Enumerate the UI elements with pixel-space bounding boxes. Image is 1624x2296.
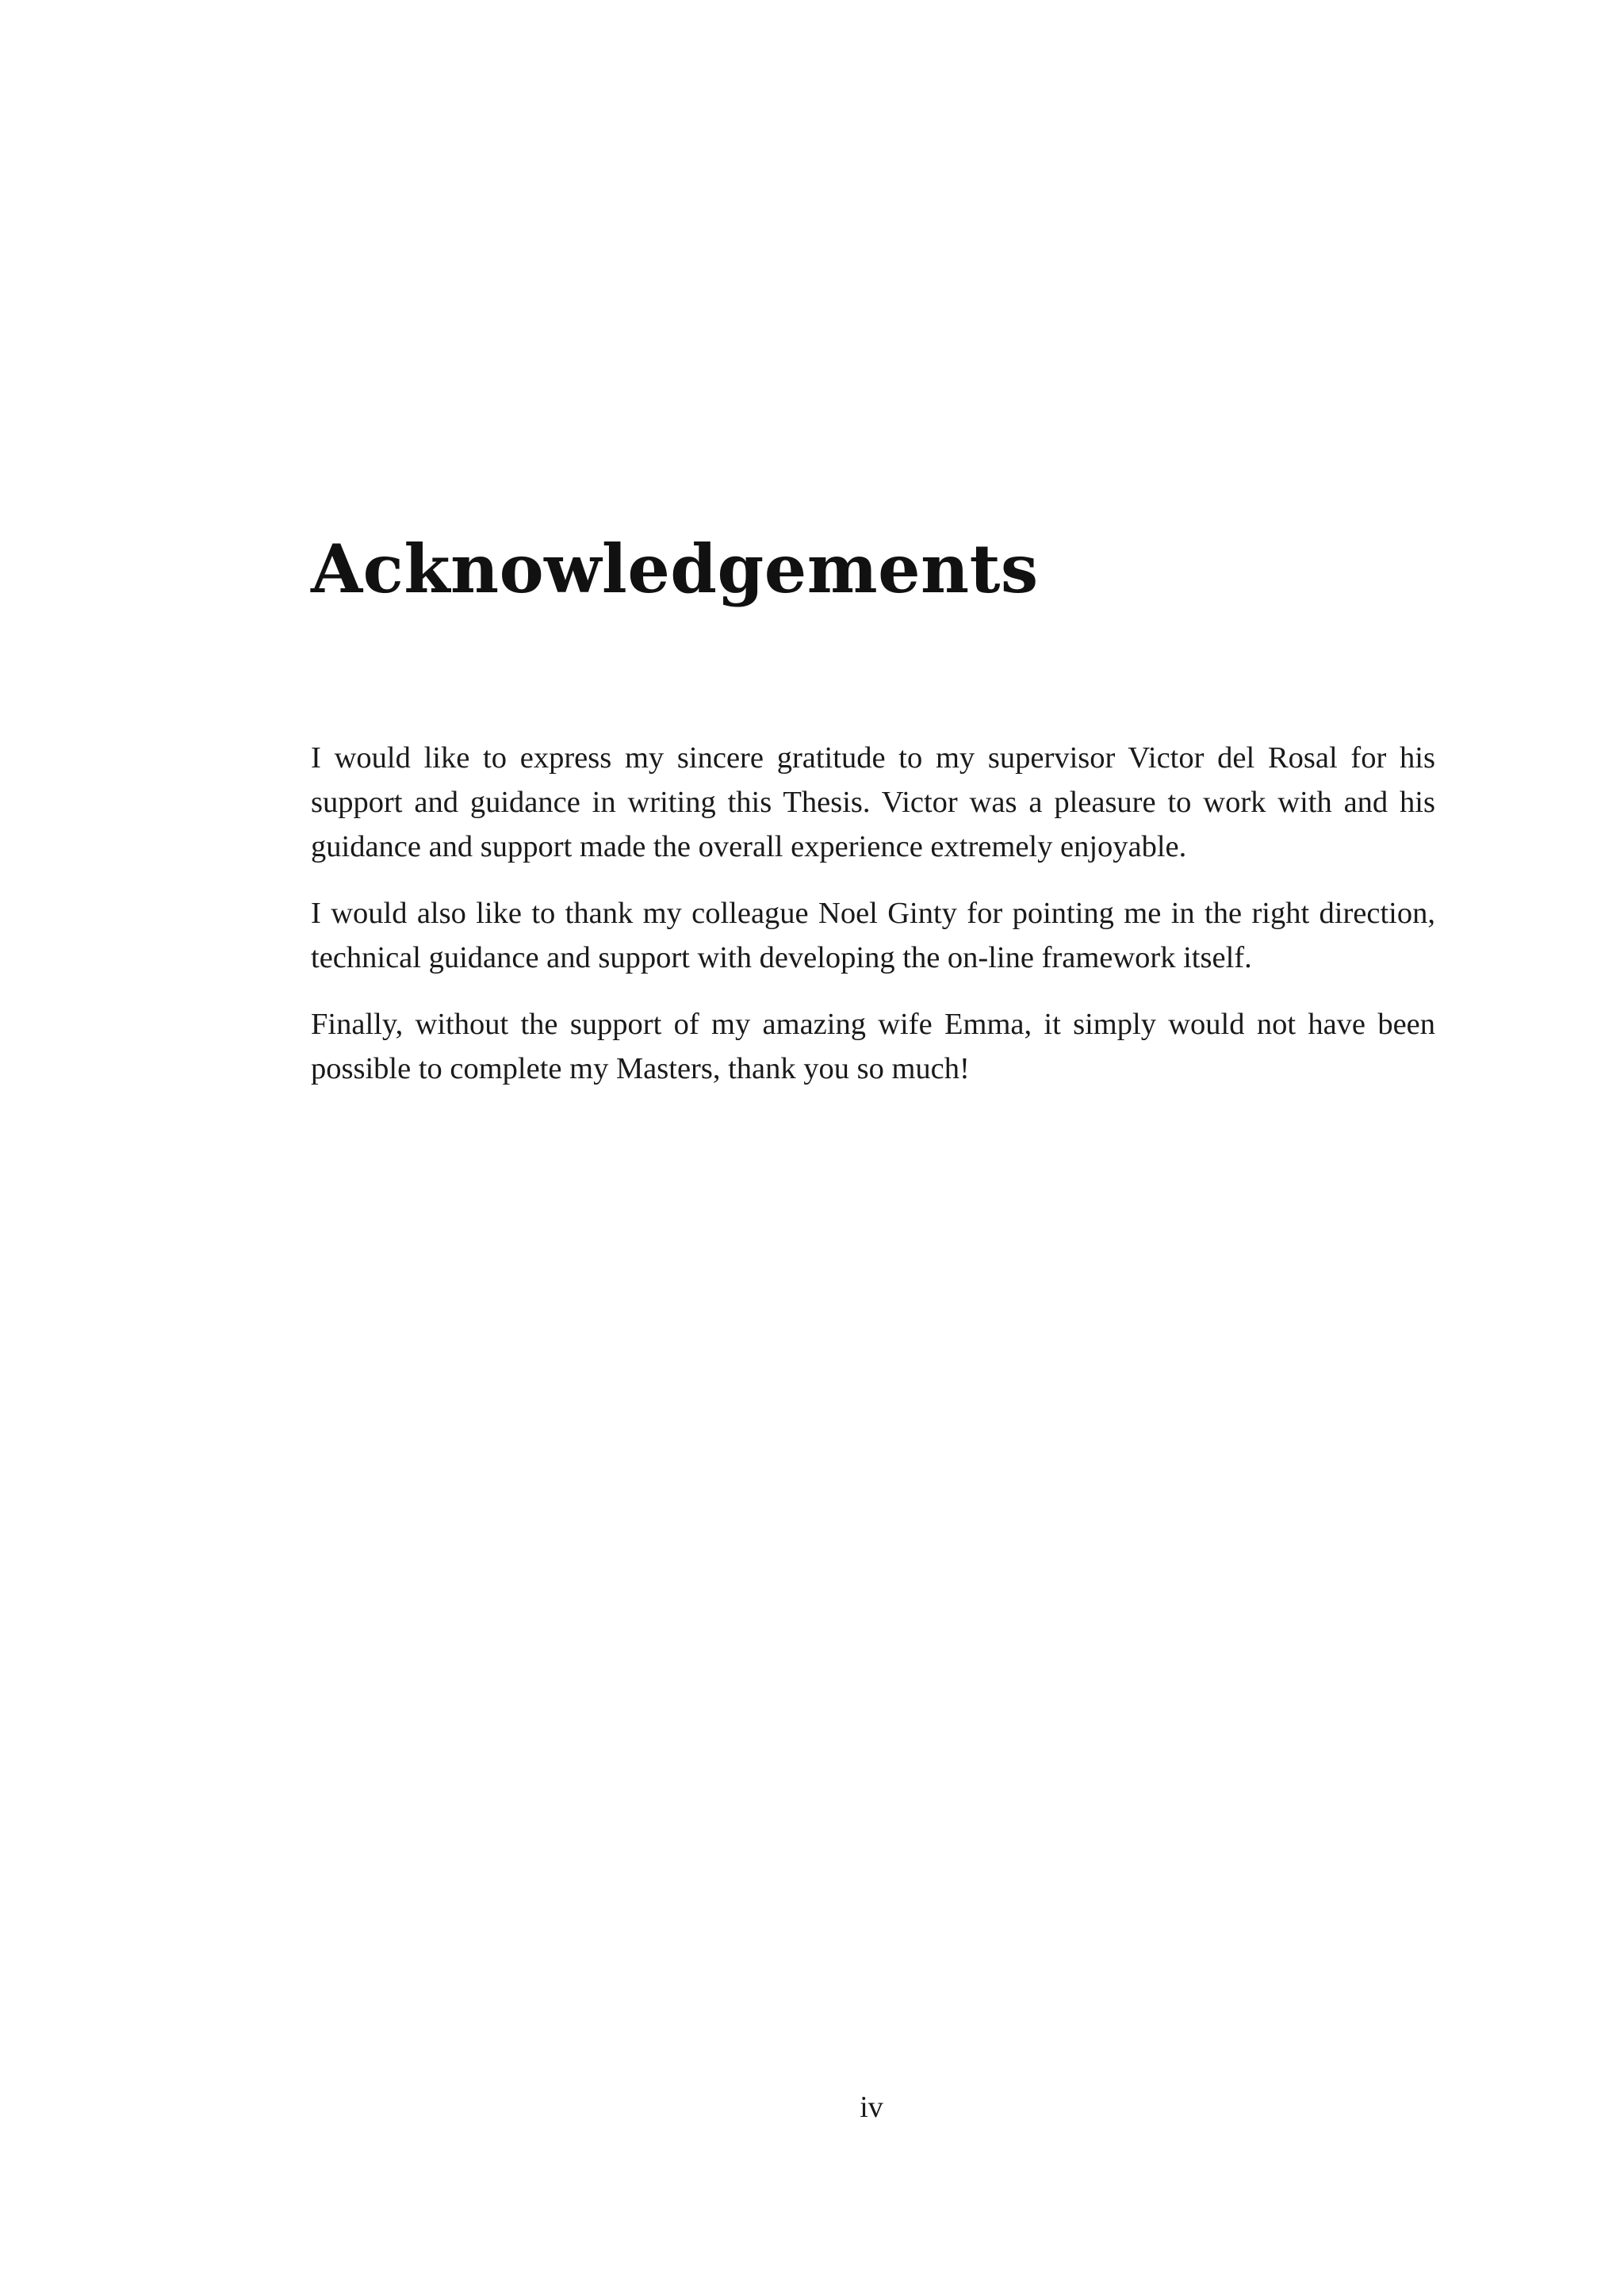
paragraph: I would like to express my sincere gratitude to my supervisor Victor del Rosal for his support and guidance in writing this Thesis. Victor was a pleasure to work with and his guidance and support made the overall experience extremely enjoyable. bbox=[311, 741, 1435, 863]
paragraph: Finally, without the support of my amazing wife Emma, it simply would not have been possible to complete my Masters, thank you so much! bbox=[311, 1008, 1435, 1085]
paragraph: I would also like to thank my colleague Noel Ginty for pointing me in the right direction, technical guidance and support with developing the on-line framework itself. bbox=[311, 897, 1435, 974]
page-number: iv bbox=[860, 2091, 883, 2124]
acknowledgements-body bbox=[311, 736, 1435, 1113]
chapter-title: Acknowledgements bbox=[311, 530, 1039, 608]
